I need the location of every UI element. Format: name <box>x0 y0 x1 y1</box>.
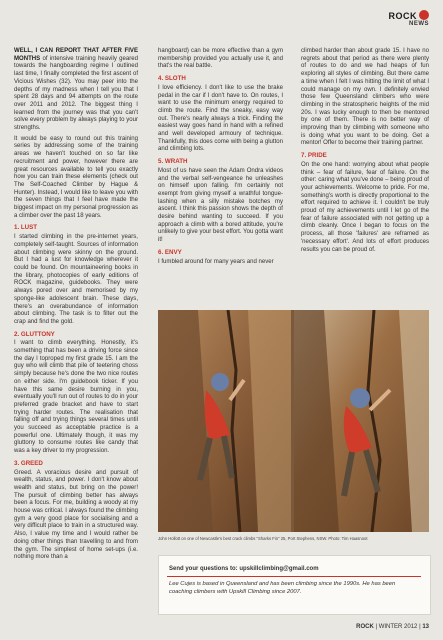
column-2 <box>158 48 283 269</box>
photo-caption: John Hollott on one of Newcastle's best crack climbs "Sharks Fin" 25, Port Stephens, NSW. Photo: Tim Haasnoot <box>158 536 368 541</box>
author-bio: Lee Cujes is based in Queensland and has been climbing since the 1990s. He has been coaching climbers with Upskill Climbing since 2007. <box>169 581 396 595</box>
climbing-photo-right <box>294 310 429 532</box>
news-label: NEWS <box>409 21 429 27</box>
heading-gluttony: 2. GLUTTONY <box>14 330 55 338</box>
heading-greed: 3. GREED <box>14 459 43 467</box>
footer-issue: WINTER 2012 <box>378 624 418 630</box>
paragraph: I want to climb everything. Honestly, it's something that has been a driving force since the day I toproped my first grade 15. I am the guy who will climb that pile of teetering choss simply because he's done the two nice routes on either side. I'm guidebook ticker. If you have this same desire burning in you, eventually you'll run out of routes to do in your preferred grade bracket and have to start trying harder routes. The realisation that falling off and trying things several times until you succeed as acceptable practice is a powerful one. Ultimately though, it was my gluttony to consume routes like candy that was a key driver to my progression. <box>14 340 138 455</box>
rock-news-header <box>359 6 429 28</box>
intro-text: of intensive training heavily geared towards the hangboarding regime I outlined last time, I finally completed the first ascent of Vicious Wishes (32). You may peer into the depths of my madness when I tell you that I spent 28 days and 94 attempts on the route over 2011 and 2012. The biggest thing I learned from the journey was that you can't solve every problem by always playing to your strengths. <box>14 55 138 132</box>
page-number: 13 <box>422 624 429 630</box>
divider <box>167 576 421 577</box>
column-3 <box>301 48 429 257</box>
page-footer <box>356 624 429 630</box>
paragraph: I fumbled around for many years and never <box>158 258 274 265</box>
footer-mag: ROCK <box>356 624 374 630</box>
rock-logo: ROCK <box>388 11 417 21</box>
lead-in: WELL, I CAN REPORT THAT AFTER FIVE MONTHS <box>14 48 138 62</box>
divider: | <box>375 624 379 630</box>
questions-box <box>158 555 431 615</box>
paragraph: Most of us have seen the Adam Ondra videos and the verbal self-vengeance he unleashes on himself upon falling. I'm certainly not exempt from giving myself a wrathful tongue-lashing when a silly mistake botches my ascent. I think this passion shows the depth of desire behind wanting to succeed. If you approach a climb with a bored attitude, you're unlikely to give your best effort. You gotta want it! <box>158 167 283 244</box>
heading-lust: 1. LUST <box>14 224 38 232</box>
paragraph: hangboard) can be more effective than a gym membership provided you actually use it, and that's the real battle. <box>158 48 283 70</box>
heading-wrath: 5. WRATH <box>158 158 188 166</box>
heading-envy: 6. ENVY <box>158 248 182 256</box>
heading-sloth: 4. SLOTH <box>158 75 186 83</box>
paragraph: It would be easy to round out this training series by addressing some of the training areas we haven't touched on so far like recruitment and power, however there are great resources available to tell you exactly how you can train these elements (check out The Self-Coached Climber by Hague & Hunter). Instead, I would like to leave you with the seven things that I feel have made the biggest impact on my personal progression as a climber over the past 18 years. <box>14 135 138 219</box>
divider: | <box>419 624 423 630</box>
paragraph: climbed harder than about grade 15. I have no regrets about that period as there were plenty of routes to do and we had heaps of fun exploring all styles of climbing. But there came a time when I felt I was hitting the limit of what I could manage on my own. I definitely envied those few Queensland climbers who were climbing in the stratospheric heights of the mid 20s. I was lucky enough to then be mentored by one of them. There is no better way of improving than by climbing with someone who is doing what you want to be doing. Get a mentor! Offer to become their training partner. <box>301 48 429 147</box>
climbing-photos <box>158 310 429 532</box>
paragraph: On the one hand: worrying about what people think – fear of failure, fear of failure. On the other: caring what you've done – being proud of your achievements. Welcome to pride. For me, something's worth is directly proportional to the effort required to achieve it. I couldn't be truly proud of my achievements until I let go of the fear of failure associated with not getting up a climb cleanly. Once I began to focus on the process, all those 'failures' are reframed as 'necessary effort'. And lots of effort produces results you can be proud of. <box>301 161 429 253</box>
column-1 <box>14 48 138 565</box>
intro-paragraph <box>14 48 138 133</box>
paragraph: I love efficiency. I don't like to use the brake pedal in the car if I don't have to. On routes, I want to use the minimum energy required to climb the route. Find the sneaky, easy way out. There's nearly always a trick. Finding the easiest way goes hand in hand with a refined and well developed armoury of technique. Thankfully, this does come with being a glutton and climbing lots. <box>158 84 283 153</box>
climbing-photo-left <box>158 310 291 532</box>
hand-logo-icon <box>419 10 429 20</box>
paragraph: I started climbing in the pre-internet years, completely self-taught. Sources of information about climbing were skinny on the ground. But I had a lust for knowledge wherever it could be found. On mountaineering books in the library, photocopies of early editions of ROCK magazine, guidebooks. They were always pored over and memorised by my sponge-like adolescent brain. These days, there's an overabundance of information about climbing. The task is to filter out the crap and find the gold. <box>14 234 138 325</box>
heading-pride: 7. PRIDE <box>301 152 327 160</box>
paragraph: Greed. A voracious desire and pursuit of wealth, status, and power. I don't know about wealth and status, but bring on the power! The pursuit of climbing better has always been a focus. For me, building a woody at my house was critical. I always found the climbing gym a very good place for socialising and a very difficult place to train in a structured way. Also, I value my time and I would rather be doing other things than travelling to and from the gym. The simplest of home set-ups (i.e. nothing more than a <box>14 469 138 561</box>
questions-email: Send your questions to: upskillclimbing@gmail.com <box>169 566 319 572</box>
